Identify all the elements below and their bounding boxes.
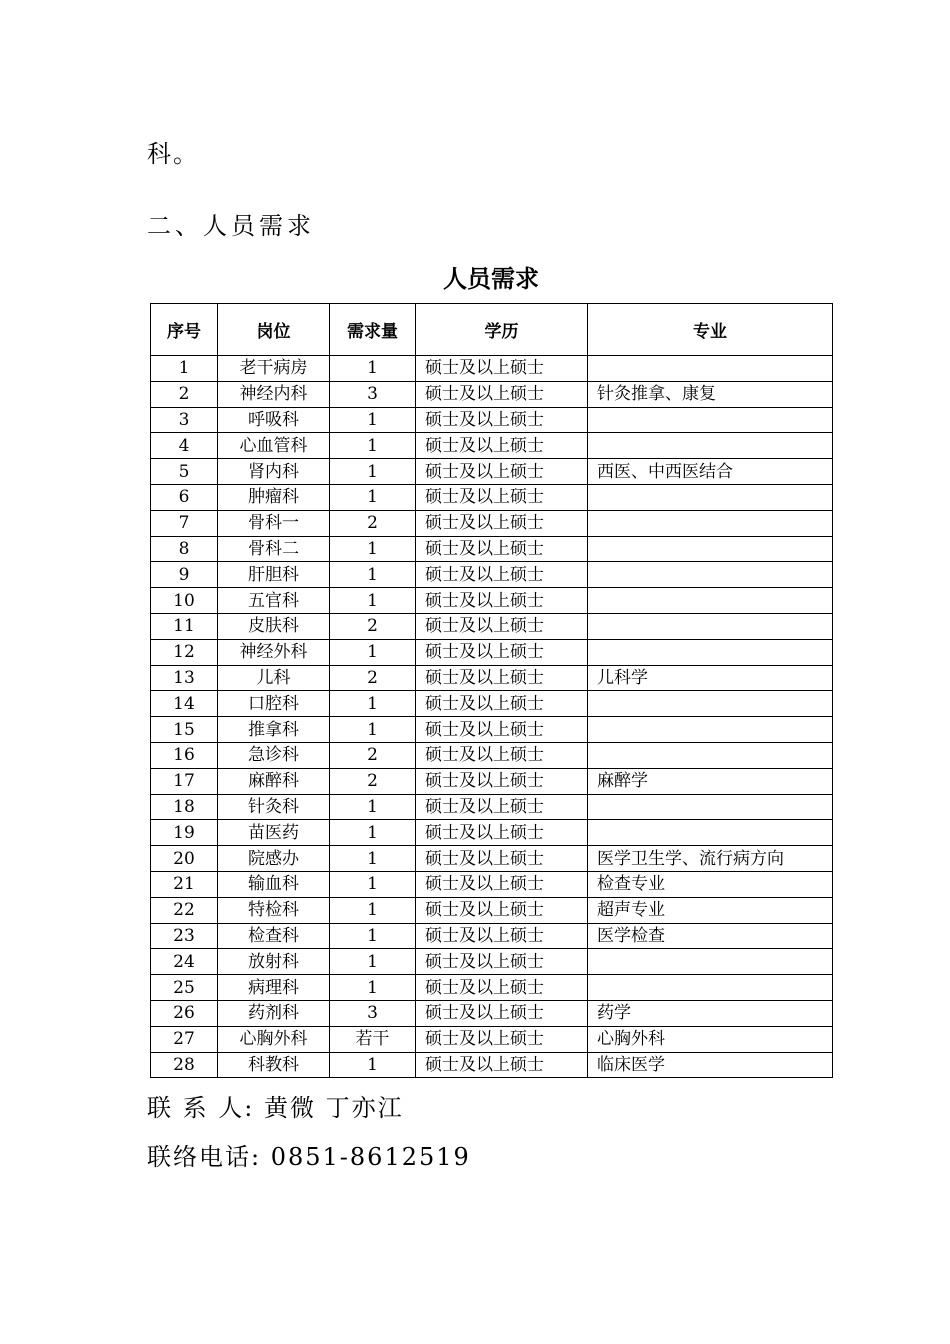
cell-qty: 1: [330, 846, 416, 872]
cell-major: [588, 588, 833, 614]
contact-phone: 联络电话: 0851-8612519: [147, 1143, 471, 1171]
cell-qty: 3: [330, 1000, 416, 1026]
cell-qty: 1: [330, 536, 416, 562]
cell-qty: 1: [330, 1052, 416, 1078]
cell-post: 肝胆科: [218, 562, 330, 588]
cell-edu: 硕士及以上硕士: [416, 820, 588, 846]
cell-no: 4: [151, 433, 218, 459]
cell-qty: 1: [330, 433, 416, 459]
cell-post: 苗医药: [218, 820, 330, 846]
cell-edu: 硕士及以上硕士: [416, 949, 588, 975]
cell-no: 18: [151, 794, 218, 820]
cell-major: [588, 356, 833, 382]
table-row: [151, 742, 833, 768]
cell-qty: 1: [330, 356, 416, 382]
cell-post: 病理科: [218, 975, 330, 1001]
cell-post: 急诊科: [218, 742, 330, 768]
cell-edu: 硕士及以上硕士: [416, 742, 588, 768]
cell-no: 27: [151, 1026, 218, 1052]
cell-qty: 1: [330, 871, 416, 897]
cell-edu: 硕士及以上硕士: [416, 846, 588, 872]
table-row: [151, 975, 833, 1001]
continuation-text: 科。: [147, 140, 199, 168]
cell-edu: 硕士及以上硕士: [416, 691, 588, 717]
cell-edu: 硕士及以上硕士: [416, 871, 588, 897]
cell-post: 呼吸科: [218, 407, 330, 433]
cell-major: 检查专业: [588, 871, 833, 897]
header-edu: 学历: [416, 304, 588, 356]
cell-post: 检查科: [218, 923, 330, 949]
cell-major: [588, 562, 833, 588]
cell-qty: 2: [330, 768, 416, 794]
cell-major: 麻醉学: [588, 768, 833, 794]
table-row: [151, 846, 833, 872]
section-heading: 二、人员需求: [147, 212, 315, 240]
cell-edu: 硕士及以上硕士: [416, 897, 588, 923]
cell-major: 儿科学: [588, 665, 833, 691]
cell-edu: 硕士及以上硕士: [416, 923, 588, 949]
cell-no: 22: [151, 897, 218, 923]
cell-major: [588, 639, 833, 665]
cell-post: 院感办: [218, 846, 330, 872]
cell-no: 11: [151, 613, 218, 639]
cell-major: [588, 407, 833, 433]
cell-post: 心胸外科: [218, 1026, 330, 1052]
cell-no: 24: [151, 949, 218, 975]
cell-edu: 硕士及以上硕士: [416, 794, 588, 820]
cell-major: [588, 742, 833, 768]
cell-qty: 2: [330, 613, 416, 639]
cell-qty: 1: [330, 588, 416, 614]
cell-qty: 1: [330, 975, 416, 1001]
cell-no: 3: [151, 407, 218, 433]
table-row: [151, 949, 833, 975]
cell-major: [588, 975, 833, 1001]
table-row: [151, 562, 833, 588]
cell-no: 6: [151, 484, 218, 510]
cell-edu: 硕士及以上硕士: [416, 588, 588, 614]
table-row: [151, 1026, 833, 1052]
contact-person: 联 系 人: 黄微 丁亦江: [147, 1094, 404, 1122]
cell-no: 15: [151, 717, 218, 743]
table-row: [151, 768, 833, 794]
cell-edu: 硕士及以上硕士: [416, 768, 588, 794]
cell-major: 超声专业: [588, 897, 833, 923]
cell-major: [588, 433, 833, 459]
cell-edu: 硕士及以上硕士: [416, 665, 588, 691]
table-row: [151, 381, 833, 407]
table-row: [151, 897, 833, 923]
cell-no: 26: [151, 1000, 218, 1026]
header-post: 岗位: [218, 304, 330, 356]
cell-post: 骨科二: [218, 536, 330, 562]
cell-no: 20: [151, 846, 218, 872]
cell-edu: 硕士及以上硕士: [416, 562, 588, 588]
table-row: [151, 484, 833, 510]
cell-major: 西医、中西医结合: [588, 459, 833, 485]
table-row: [151, 665, 833, 691]
header-no: 序号: [151, 304, 218, 356]
cell-major: 药学: [588, 1000, 833, 1026]
table-row: [151, 717, 833, 743]
cell-edu: 硕士及以上硕士: [416, 433, 588, 459]
cell-no: 2: [151, 381, 218, 407]
cell-post: 输血科: [218, 871, 330, 897]
cell-qty: 若干: [330, 1026, 416, 1052]
table-row: [151, 794, 833, 820]
cell-major: [588, 536, 833, 562]
cell-qty: 1: [330, 484, 416, 510]
table-row: [151, 407, 833, 433]
cell-qty: 1: [330, 820, 416, 846]
cell-major: [588, 794, 833, 820]
table-row: [151, 1052, 833, 1078]
cell-major: [588, 949, 833, 975]
cell-qty: 2: [330, 510, 416, 536]
header-qty: 需求量: [330, 304, 416, 356]
cell-no: 16: [151, 742, 218, 768]
cell-no: 1: [151, 356, 218, 382]
cell-edu: 硕士及以上硕士: [416, 639, 588, 665]
cell-post: 神经外科: [218, 639, 330, 665]
cell-major: [588, 820, 833, 846]
cell-edu: 硕士及以上硕士: [416, 1026, 588, 1052]
cell-no: 10: [151, 588, 218, 614]
cell-edu: 硕士及以上硕士: [416, 407, 588, 433]
cell-post: 五官科: [218, 588, 330, 614]
table-row: [151, 510, 833, 536]
cell-qty: 1: [330, 923, 416, 949]
cell-no: 9: [151, 562, 218, 588]
cell-major: [588, 613, 833, 639]
cell-major: [588, 717, 833, 743]
cell-no: 17: [151, 768, 218, 794]
cell-post: 放射科: [218, 949, 330, 975]
table-row: [151, 356, 833, 382]
cell-no: 14: [151, 691, 218, 717]
table-title: 人员需求: [443, 265, 539, 293]
cell-edu: 硕士及以上硕士: [416, 381, 588, 407]
cell-edu: 硕士及以上硕士: [416, 1052, 588, 1078]
cell-edu: 硕士及以上硕士: [416, 975, 588, 1001]
table-row: [151, 691, 833, 717]
table-row: [151, 536, 833, 562]
cell-qty: 1: [330, 717, 416, 743]
cell-post: 骨科一: [218, 510, 330, 536]
cell-edu: 硕士及以上硕士: [416, 356, 588, 382]
table-row: [151, 871, 833, 897]
cell-no: 8: [151, 536, 218, 562]
cell-post: 神经内科: [218, 381, 330, 407]
table-row: [151, 588, 833, 614]
cell-qty: 1: [330, 949, 416, 975]
cell-qty: 1: [330, 459, 416, 485]
cell-post: 科教科: [218, 1052, 330, 1078]
cell-no: 5: [151, 459, 218, 485]
cell-major: 临床医学: [588, 1052, 833, 1078]
table-row: [151, 639, 833, 665]
cell-edu: 硕士及以上硕士: [416, 510, 588, 536]
cell-no: 23: [151, 923, 218, 949]
cell-post: 麻醉科: [218, 768, 330, 794]
cell-qty: 2: [330, 742, 416, 768]
cell-no: 13: [151, 665, 218, 691]
cell-qty: 1: [330, 794, 416, 820]
cell-edu: 硕士及以上硕士: [416, 1000, 588, 1026]
table-row: [151, 613, 833, 639]
cell-major: 医学检查: [588, 923, 833, 949]
cell-qty: 1: [330, 562, 416, 588]
cell-qty: 2: [330, 665, 416, 691]
table-row: [151, 1000, 833, 1026]
cell-qty: 1: [330, 691, 416, 717]
cell-qty: 1: [330, 897, 416, 923]
cell-major: [588, 691, 833, 717]
cell-no: 28: [151, 1052, 218, 1078]
table-header-row: [151, 304, 833, 356]
cell-post: 肾内科: [218, 459, 330, 485]
cell-post: 儿科: [218, 665, 330, 691]
cell-post: 推拿科: [218, 717, 330, 743]
cell-post: 老干病房: [218, 356, 330, 382]
cell-qty: 3: [330, 381, 416, 407]
table-row: [151, 433, 833, 459]
cell-no: 7: [151, 510, 218, 536]
cell-major: [588, 510, 833, 536]
cell-post: 针灸科: [218, 794, 330, 820]
cell-post: 药剂科: [218, 1000, 330, 1026]
cell-post: 口腔科: [218, 691, 330, 717]
cell-no: 21: [151, 871, 218, 897]
cell-major: 心胸外科: [588, 1026, 833, 1052]
cell-major: 针灸推拿、康复: [588, 381, 833, 407]
table-row: [151, 459, 833, 485]
table-body: [151, 356, 833, 1078]
header-major: 专业: [588, 304, 833, 356]
table-row: [151, 923, 833, 949]
cell-major: [588, 484, 833, 510]
cell-edu: 硕士及以上硕士: [416, 717, 588, 743]
cell-no: 12: [151, 639, 218, 665]
cell-edu: 硕士及以上硕士: [416, 459, 588, 485]
cell-edu: 硕士及以上硕士: [416, 536, 588, 562]
cell-qty: 1: [330, 407, 416, 433]
staffing-table: [150, 303, 833, 1078]
cell-post: 肿瘤科: [218, 484, 330, 510]
cell-no: 25: [151, 975, 218, 1001]
cell-post: 特检科: [218, 897, 330, 923]
table-row: [151, 820, 833, 846]
cell-no: 19: [151, 820, 218, 846]
cell-post: 皮肤科: [218, 613, 330, 639]
cell-edu: 硕士及以上硕士: [416, 484, 588, 510]
cell-qty: 1: [330, 639, 416, 665]
cell-post: 心血管科: [218, 433, 330, 459]
cell-major: 医学卫生学、流行病方向: [588, 846, 833, 872]
cell-edu: 硕士及以上硕士: [416, 613, 588, 639]
